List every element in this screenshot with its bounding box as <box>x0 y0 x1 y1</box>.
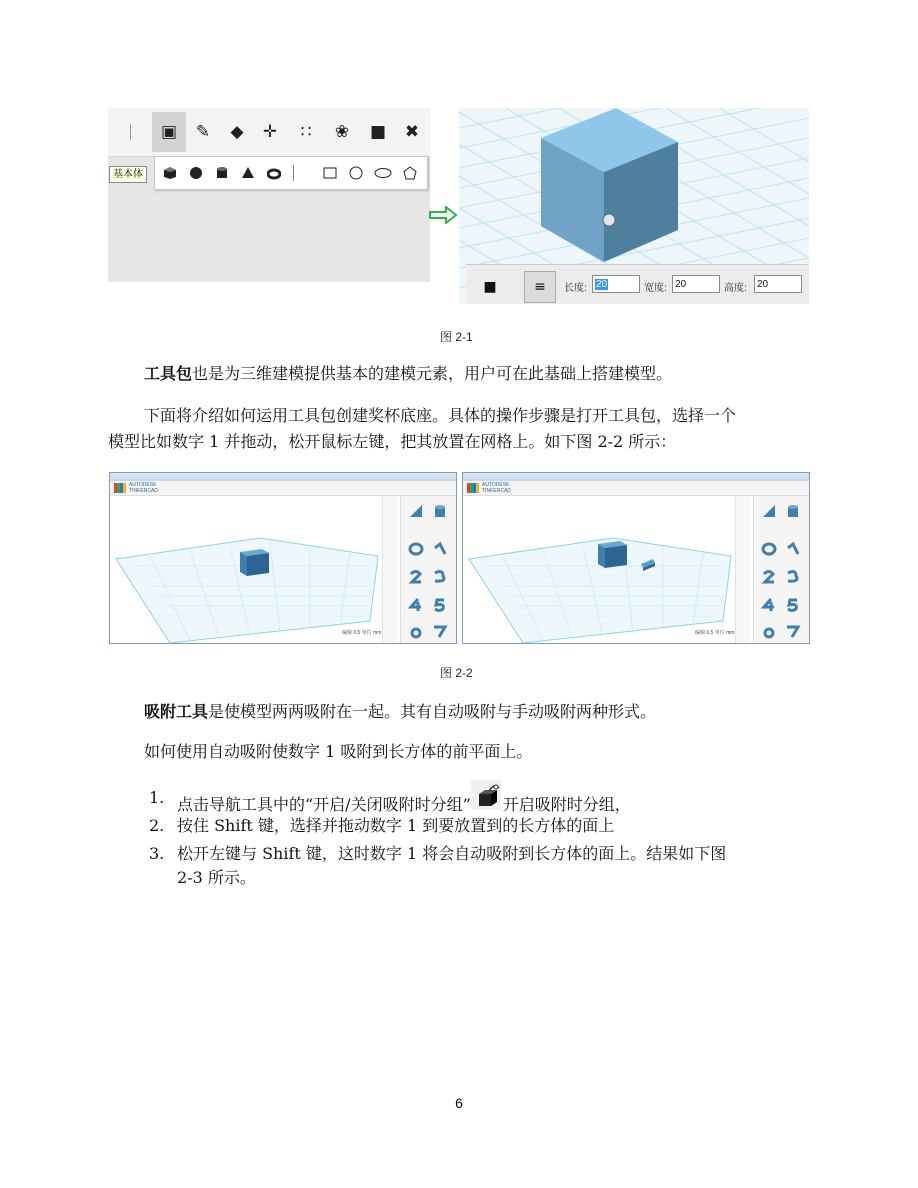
cylinder-icon[interactable] <box>215 166 229 180</box>
cylinder-icon[interactable] <box>431 502 449 520</box>
zero-icon[interactable] <box>407 540 425 558</box>
layers-icon[interactable]: ≡ <box>524 271 556 303</box>
list-item: 1. <box>149 788 165 807</box>
app-header <box>110 481 456 496</box>
ellipse-outline-icon[interactable] <box>374 166 392 180</box>
tinkercad-logo <box>467 483 479 493</box>
figure-2-1-cube-screenshot <box>459 108 809 304</box>
figure-2-2-screenshot-right <box>462 472 810 644</box>
figure-2-1-toolbar-screenshot <box>108 108 430 282</box>
six-icon[interactable] <box>407 622 425 640</box>
brush-icon[interactable]: ◆ <box>230 122 244 142</box>
snap-term: 吸附工具 <box>144 702 209 721</box>
group-icon[interactable]: ∷ <box>300 122 312 142</box>
shapes-panel <box>753 496 810 643</box>
width-label: 宽度: <box>644 283 667 294</box>
box-icon[interactable] <box>163 166 177 180</box>
cube[interactable] <box>240 549 269 576</box>
move-icon[interactable]: ✛ <box>262 122 278 142</box>
window-titlebar <box>463 473 809 481</box>
two-icon[interactable] <box>760 568 778 586</box>
toolbar-separator <box>130 124 131 140</box>
sphere-icon[interactable] <box>189 166 203 180</box>
paragraph-intro-line1: 下面将介绍如何运用工具包创建奖杯底座。具体的操作步骤是打开工具包，选择一个 <box>144 406 737 425</box>
app-header <box>463 481 809 496</box>
paragraph-snap: 吸附工具是使模型两两吸附在一起。其有自动吸附与手动吸附两种形式。 <box>144 702 657 721</box>
cube[interactable] <box>598 541 627 568</box>
zero-icon[interactable] <box>760 540 778 558</box>
five-icon[interactable] <box>431 596 449 614</box>
list-item: 2. <box>149 816 165 835</box>
edit-shape-icon[interactable]: ✎ <box>195 122 211 142</box>
one-icon[interactable] <box>784 540 802 558</box>
snap-icon[interactable]: ❀ <box>334 122 350 142</box>
delete-icon[interactable]: ✖ <box>404 122 420 142</box>
view-tools <box>382 496 397 643</box>
wedge-icon[interactable] <box>760 502 778 520</box>
six-icon[interactable] <box>760 622 778 640</box>
paragraph-intro-line2: 模型比如数字 1 并拖动，松开鼠标左键，把其放置在网格上。如下图 2-2 所示： <box>108 432 677 451</box>
workplane-scene <box>110 496 380 643</box>
window-titlebar <box>110 473 456 481</box>
solid-icon[interactable]: ■ <box>369 122 387 142</box>
step-3-text: 松开左键与 Shift 键，这时数字 1 将会自动吸附到长方体的面上。结果如下图 <box>177 844 727 863</box>
step-3-text-cont: 2-3 所示。 <box>177 868 256 887</box>
primitives-popup <box>154 156 428 190</box>
toolkit-term: 工具包 <box>144 364 193 383</box>
length-label: 长度: <box>564 283 587 294</box>
primitives-tooltip: 基本体 <box>109 166 147 183</box>
handle-dot[interactable] <box>603 214 615 226</box>
height-field[interactable]: 20 <box>754 275 802 293</box>
length-field[interactable]: 20 <box>592 275 640 293</box>
page-number: 6 <box>455 1095 463 1111</box>
wedge-icon[interactable] <box>407 502 425 520</box>
tinkercad-logo <box>114 483 126 493</box>
circle-outline-icon[interactable] <box>348 166 364 180</box>
height-label: 高度: <box>724 283 747 294</box>
pentagon-outline-icon[interactable] <box>403 166 417 180</box>
seven-icon[interactable] <box>784 622 802 640</box>
step-2-text: 按住 Shift 键，选择并拖动数字 1 到要放置到的长方体的面上 <box>177 816 615 835</box>
one-icon[interactable] <box>431 540 449 558</box>
cube[interactable] <box>541 108 678 262</box>
paragraph-toolkit: 工具包也是为三维建模提供基本的建模元素，用户可在此基础上搭建模型。 <box>144 364 673 383</box>
figure-2-1-caption: 图 2-1 <box>440 330 473 344</box>
five-icon[interactable] <box>784 596 802 614</box>
popup-separator <box>293 165 294 181</box>
figure-2-2-caption: 图 2-2 <box>440 666 473 680</box>
figure-2-2-screenshot-left <box>109 472 457 644</box>
four-icon[interactable] <box>407 596 425 614</box>
snap-group-icon <box>471 786 503 816</box>
main-toolbar <box>108 108 430 157</box>
two-icon[interactable] <box>407 568 425 586</box>
step-1-text: 点击导航工具中的“开启/关闭吸附时分组” 开启吸附时分组， <box>177 786 631 817</box>
primitives-icon[interactable]: ▣ <box>160 122 178 142</box>
properties-bar <box>466 264 809 304</box>
brand-text: AUTODESK TINKERCAD <box>129 482 158 494</box>
shapes-panel <box>400 496 457 643</box>
width-field[interactable]: 20 <box>672 275 720 293</box>
status-bar: 编辑 0.5 单位 mm <box>695 630 735 636</box>
cylinder-icon[interactable] <box>784 502 802 520</box>
brand-text: AUTODESK TINKERCAD <box>482 482 511 494</box>
list-item: 3. <box>149 844 165 863</box>
view-tools <box>735 496 750 643</box>
square-outline-icon[interactable] <box>323 166 337 180</box>
cone-icon[interactable] <box>241 166 255 180</box>
solid-icon[interactable]: ■ <box>474 271 506 303</box>
workplane-scene <box>463 496 733 643</box>
right-arrow-icon <box>428 206 458 224</box>
four-icon[interactable] <box>760 596 778 614</box>
three-icon[interactable] <box>784 568 802 586</box>
torus-icon[interactable] <box>267 166 281 180</box>
three-icon[interactable] <box>431 568 449 586</box>
status-bar: 编辑 0.5 单位 mm <box>342 630 382 636</box>
paragraph-how: 如何使用自动吸附使数字 1 吸附到长方体的前平面上。 <box>144 742 533 761</box>
seven-icon[interactable] <box>431 622 449 640</box>
